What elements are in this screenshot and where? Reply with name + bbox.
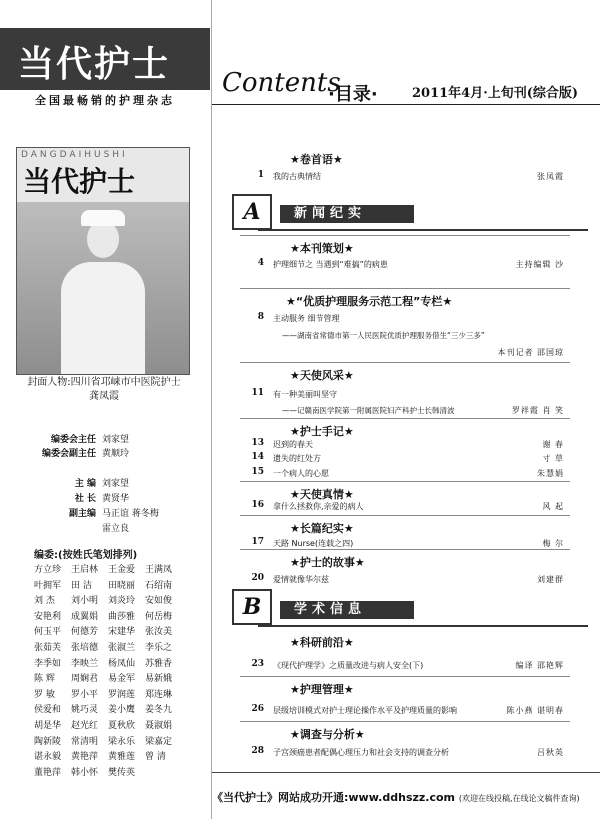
editor-name: 王满凤 xyxy=(145,565,173,575)
nurse-figure xyxy=(61,262,145,374)
toc-entry-title[interactable]: 子宫颈癌患者配偶心理压力和社会支持的调查分析 xyxy=(273,748,449,757)
toc-entry-title[interactable]: 《现代护理学》之质量改进与病人安全(下) xyxy=(273,661,424,670)
staff-row: 编委会主任 刘家望 xyxy=(50,435,130,445)
editor-name: 易金军 xyxy=(108,674,136,685)
masthead-title: 当代护士 xyxy=(18,44,171,85)
toc-divider xyxy=(240,549,570,550)
cover-latin: DANGDAIHUSHI xyxy=(21,150,128,160)
editor-name: 曾 清 xyxy=(145,752,166,763)
cover-image xyxy=(16,147,190,375)
section-b-letter: B xyxy=(232,589,272,625)
toc-page-number: 8 xyxy=(257,312,264,322)
left-panel xyxy=(0,0,210,819)
editor-name: 曲莎雅 xyxy=(108,611,136,622)
toc-author: 本刊记者 邵国琼 xyxy=(497,348,564,357)
toc-section-title: ★“优质护理服务示范工程”专栏★ xyxy=(286,295,453,308)
staff-row: 雷立良 xyxy=(102,524,130,534)
toc-author: 谢 春 xyxy=(542,440,564,449)
editor-name: 韩小怀 xyxy=(71,767,99,778)
staff-row: 主 编 刘家望 xyxy=(74,479,130,489)
toc-section-title: ★天使风采★ xyxy=(290,369,354,382)
toc-section-title: ★护士的故事★ xyxy=(290,556,365,569)
toc-entry-title[interactable]: 我的古典情结 xyxy=(273,172,321,181)
toc-entry-title[interactable]: 迟到的春天 xyxy=(273,440,313,449)
toc-section-title: ★科研前沿★ xyxy=(290,636,354,649)
toc-page-number: 15 xyxy=(251,467,264,477)
column-divider xyxy=(211,0,212,819)
editor-name: 易新娥 xyxy=(145,674,173,685)
editor-name: 姜小鹰 xyxy=(108,705,136,716)
editor-name: 罗润莲 xyxy=(108,689,136,700)
toc-entry-title[interactable]: 护理细节之 当遇到“难搞”的病患 xyxy=(273,260,388,269)
toc-author: 主持编辑 沙 xyxy=(515,260,564,269)
editor-name: 张淑兰 xyxy=(108,642,136,653)
toc-entry-title[interactable]: 主动服务 细节管理 xyxy=(273,314,340,323)
staff-row: 编委会副主任 黄顺玲 xyxy=(41,449,130,459)
editor-name: 罗 敏 xyxy=(34,689,55,700)
editor-name: 安艳利 xyxy=(34,611,62,622)
editor-name: 何玉平 xyxy=(34,627,62,638)
editor-name: 聂淑娟 xyxy=(145,720,173,731)
toc-author: 寸 草 xyxy=(542,454,564,463)
editor-name: 苏雅香 xyxy=(145,658,173,669)
section-b-rule xyxy=(258,625,588,627)
toc-page-number: 20 xyxy=(251,573,264,583)
editor-name: 梁永乐 xyxy=(108,736,136,747)
toc-section-title: ★调查与分析★ xyxy=(290,728,365,741)
editor-name: 黄艳萍 xyxy=(71,752,99,763)
toc-author: 陈小燕 谌明春 xyxy=(506,706,564,715)
toc-page-number: 11 xyxy=(251,388,264,398)
toc-section-title: ★护理管理★ xyxy=(290,683,354,696)
editors-heading: 编委:(按姓氏笔划排列) xyxy=(34,550,138,561)
editor-name: 梁嘉定 xyxy=(145,736,173,747)
toc-page-number: 1 xyxy=(257,170,264,180)
section-a-rule xyxy=(258,229,588,231)
editor-name: 侯爱和 xyxy=(34,705,62,716)
editor-name: 田 洁 xyxy=(71,580,92,591)
section-b-band: 学术信息 xyxy=(280,601,414,619)
editor-name: 田晓丽 xyxy=(108,580,136,591)
toc-divider xyxy=(240,418,570,419)
editor-name: 周娴君 xyxy=(71,674,99,685)
editor-name: 陈 辉 xyxy=(34,674,55,685)
footer xyxy=(212,789,580,805)
editor-name: 成翼娟 xyxy=(71,611,99,622)
editor-name: 董艳萍 xyxy=(34,767,62,778)
editor-name: 谌永毅 xyxy=(34,752,62,763)
editor-name: 张茹芙 xyxy=(34,642,62,653)
toc-entry-title[interactable]: 天路 Nurse(连载之四) xyxy=(273,539,354,548)
toc-page-number: 14 xyxy=(251,452,264,462)
toc-divider xyxy=(240,288,570,289)
toc-entry-title[interactable]: 拿什么拯救你,亲爱的病人 xyxy=(273,502,364,511)
toc-author: 梅 尔 xyxy=(542,539,564,548)
cover-photo xyxy=(17,202,189,374)
toc-entry-title[interactable]: 一个病人的心愿 xyxy=(273,469,329,478)
editor-name xyxy=(145,765,182,778)
editor-name: 罗小平 xyxy=(71,689,99,700)
editor-name: 张培德 xyxy=(71,642,99,653)
issue-date: 2011年4月·上旬刊(综合版) xyxy=(412,86,579,101)
editor-name: 夏秋欣 xyxy=(108,720,136,731)
masthead-tagline: 全国最畅销的护理杂志 xyxy=(35,94,175,107)
editor-name: 李映兰 xyxy=(71,658,99,669)
toc-page-number: 28 xyxy=(251,746,264,756)
toc-divider xyxy=(240,515,570,516)
toc-section-title: ★长篇纪实★ xyxy=(290,522,354,535)
toc-divider xyxy=(240,362,570,363)
editor-name: 王启林 xyxy=(71,565,99,575)
footer-rule xyxy=(212,772,600,773)
editor-name: 刘炎玲 xyxy=(108,596,136,607)
editor-name: 陶新陵 xyxy=(34,736,62,747)
editor-name: 樊传英 xyxy=(108,767,136,778)
cover-header xyxy=(17,148,189,202)
toc-author: 风 起 xyxy=(542,502,564,511)
toc-page-number: 17 xyxy=(251,537,264,547)
editor-name: 赵光红 xyxy=(71,720,99,731)
editor-name: 王金爱 xyxy=(108,565,136,575)
toc-entry-title[interactable]: 爱情就像华尔兹 xyxy=(273,575,329,584)
toc-author: 张凤霞 xyxy=(537,172,564,181)
editors-grid xyxy=(34,562,184,778)
toc-author: 罗祥霞 肖 笑 xyxy=(511,406,564,415)
editor-name: 张汝美 xyxy=(145,627,173,638)
toc-author: 朱慧娟 xyxy=(537,469,564,478)
staff-row: 社 长 黄贤华 xyxy=(74,494,130,504)
toc-author: 刘建群 xyxy=(537,575,564,584)
editor-name: 常清明 xyxy=(71,736,99,747)
editor-name: 李乐之 xyxy=(145,642,173,653)
toc-page-number: 26 xyxy=(251,704,264,714)
editor-name: 宋建华 xyxy=(108,627,136,638)
editor-name: 何德芳 xyxy=(71,627,99,638)
masthead xyxy=(0,28,210,90)
staff-row: 副主编 马正谊 蒋冬梅 xyxy=(68,509,159,519)
toc-divider xyxy=(240,676,570,677)
editor-name: 刘 杰 xyxy=(34,596,55,607)
cover-title: 当代护士 xyxy=(23,165,136,198)
toc-section-title: ★卷首语★ xyxy=(290,153,343,166)
editor-name: 姜冬九 xyxy=(145,705,173,716)
section-a-letter: A xyxy=(232,194,272,230)
editor-name: 安如俊 xyxy=(145,596,173,607)
editor-name: 杨凤仙 xyxy=(108,658,136,669)
toc-entry-title[interactable]: 遗失的红处方 xyxy=(273,454,321,463)
toc-page-number: 13 xyxy=(251,438,264,448)
toc-author: 吕秋英 xyxy=(537,748,564,757)
toc-page-number: 4 xyxy=(257,258,264,268)
toc-entry-title[interactable]: 层级培训模式对护士理论操作水平及护理质量的影响 xyxy=(273,706,457,715)
toc-page-number: 23 xyxy=(251,659,264,669)
section-a-band: 新闻纪实 xyxy=(280,205,414,223)
toc-entry-title[interactable]: 有一种美丽叫坚守 xyxy=(273,390,337,399)
toc-divider xyxy=(240,721,570,722)
contents-heading: Contents xyxy=(222,68,341,98)
toc-author: 编译 邵艳辉 xyxy=(515,661,564,670)
editor-name: 方立珍 xyxy=(34,565,62,575)
editor-name: 胡是华 xyxy=(34,720,62,731)
footer-main: 《当代护士》网站成功开通:www.ddhszz.com xyxy=(212,791,456,804)
toc-divider xyxy=(240,481,570,482)
editor-name: 郑连琳 xyxy=(145,689,173,700)
toc-divider xyxy=(240,235,570,236)
mulu-heading: ·目录· xyxy=(328,84,378,105)
toc-page-number: 16 xyxy=(251,500,264,510)
footer-note: (欢迎在线投稿,在线论文稿件查询) xyxy=(458,794,580,803)
toc-entry-subtitle: ——湖南省常德市第一人民医院优质护理服务借生“三少三多” xyxy=(282,331,485,340)
toc-entry-subtitle: ——记赣南医学院第一附属医院妇产科护士长韩清波 xyxy=(282,406,455,415)
editor-name: 姚巧灵 xyxy=(71,705,99,716)
editor-name: 叶拥军 xyxy=(34,580,62,591)
toc-section-title: ★天使真情★ xyxy=(290,488,354,501)
header-rule xyxy=(212,104,600,105)
editor-name: 黄雅莲 xyxy=(108,752,136,763)
editor-name: 何岳梅 xyxy=(145,611,173,622)
cover-caption: 封面人物:四川省邛崃市中医院护士 龚凤霞 xyxy=(27,377,181,402)
editor-name: 李季如 xyxy=(34,658,62,669)
toc-section-title: ★本刊策划★ xyxy=(290,242,354,255)
toc-section-title: ★护士手记★ xyxy=(290,425,354,438)
editor-name: 石绍南 xyxy=(145,580,173,591)
nurse-cap xyxy=(81,210,125,226)
editor-name: 刘小明 xyxy=(71,596,99,607)
